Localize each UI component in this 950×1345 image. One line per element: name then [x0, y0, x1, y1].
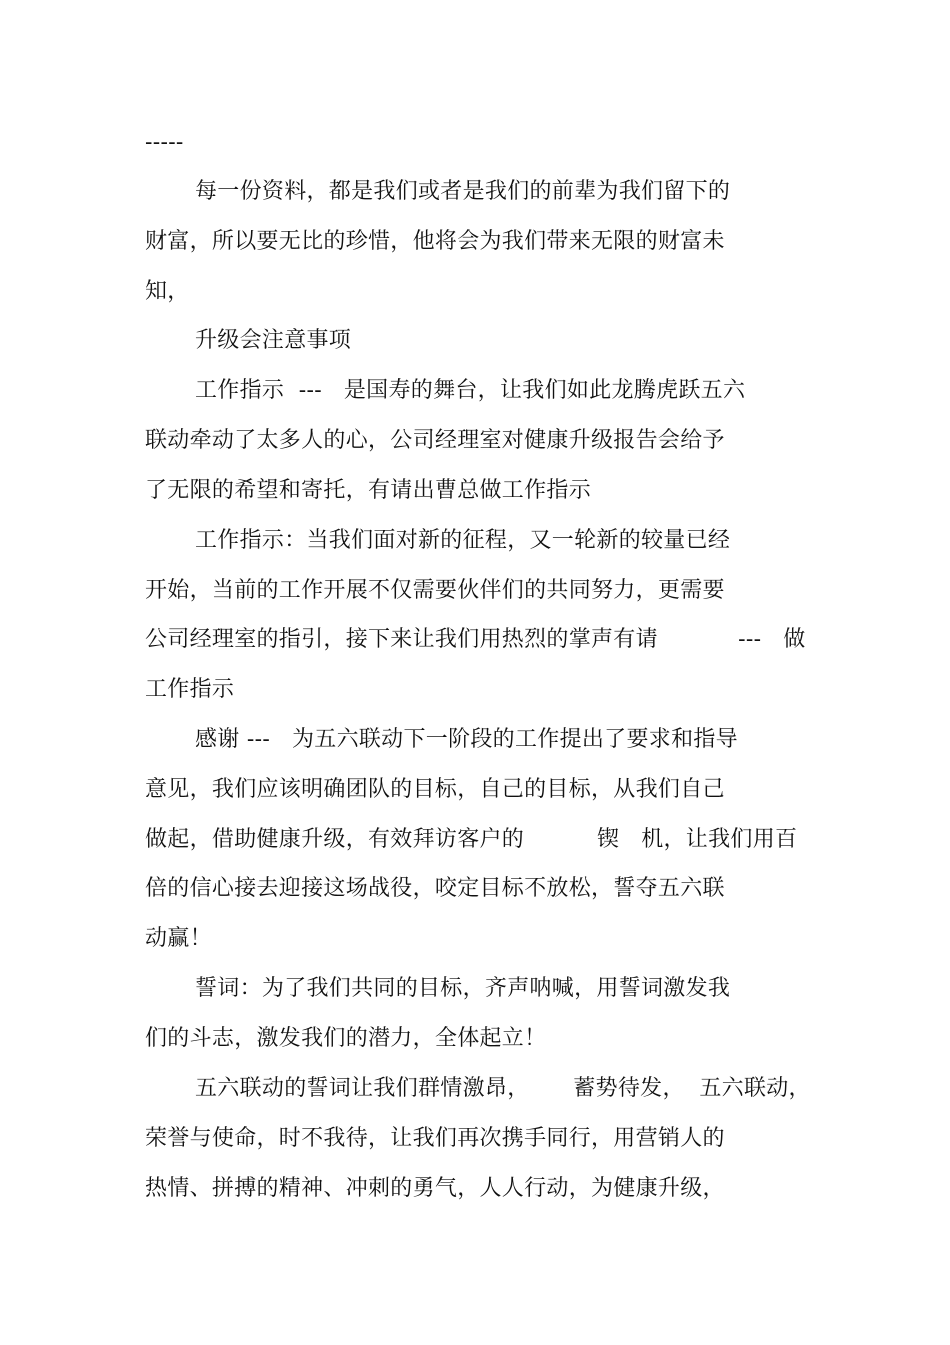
paragraph-1-line-3: 知， [145, 279, 190, 304]
paragraph-3-line-1: 工作指示：当我们面对新的征程，又一轮新的较量已经 [195, 528, 731, 553]
paragraph-1-line-2: 财富，所以要无比的珍惜，他将会为我们带来无限的财富未 [145, 229, 725, 254]
paragraph-2-line-3: 了无限的希望和寄托，有请出曹总做工作指示 [145, 478, 592, 503]
paragraph-4-line-4: 倍的信心接去迎接这场战役，咬定目标不放松，誓夺五六联 [145, 876, 725, 901]
paragraph-3-line-3: 公司经理室的指引，接下来让我们用热烈的掌声有请 --- 做 [145, 627, 806, 652]
paragraph-3-line-2: 开始，当前的工作开展不仅需要伙伴们的共同努力，更需要 [145, 578, 725, 603]
paragraph-2-line-1: 工作指示 --- 是国寿的舞台，让我们如此龙腾虎跃五六 [195, 378, 746, 403]
paragraph-2-line-2: 联动牵动了太多人的心，公司经理室对健康升级报告会给予 [145, 428, 725, 453]
paragraph-4-line-2: 意见，我们应该明确团队的目标，自己的目标，从我们自己 [145, 777, 725, 802]
paragraph-4-line-3: 做起，借助健康升级，有效拜访客户的 锲 机，让我们用百 [145, 827, 798, 852]
separator-dashes: ----- [145, 130, 184, 155]
paragraph-6-line-2: 荣誉与使命，时不我待，让我们再次携手同行，用营销人的 [145, 1126, 725, 1151]
paragraph-5-line-2: 们的斗志，激发我们的潜力，全体起立！ [145, 1026, 547, 1051]
paragraph-4-line-5: 动赢！ [145, 926, 212, 951]
paragraph-6-line-1: 五六联动的誓词让我们群情激昂， 蓄势待发， 五六联动， [195, 1076, 811, 1101]
paragraph-3-line-4: 工作指示 [145, 677, 235, 702]
paragraph-5-line-1: 誓词：为了我们共同的目标，齐声呐喊，用誓词激发我 [195, 976, 731, 1001]
section-heading: 升级会注意事项 [195, 328, 352, 353]
paragraph-4-line-1: 感谢 --- 为五六联动下一阶段的工作提出了要求和指导 [195, 727, 738, 752]
paragraph-6-line-3: 热情、拼搏的精神、冲刺的勇气，人人行动，为健康升级， [145, 1176, 725, 1201]
paragraph-1-line-1: 每一份资料，都是我们或者是我们的前辈为我们留下的 [195, 179, 731, 204]
